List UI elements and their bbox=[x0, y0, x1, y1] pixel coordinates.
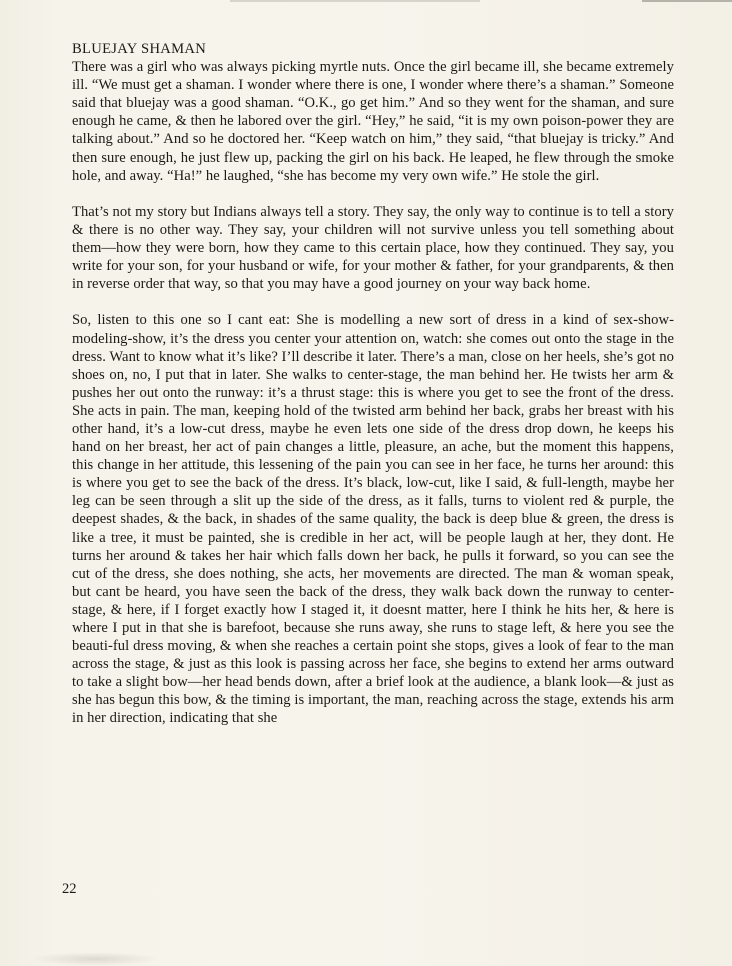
text-column bbox=[72, 40, 674, 728]
page-edge-shadow-right bbox=[642, 0, 732, 2]
page-edge-shadow bbox=[230, 0, 480, 2]
paragraph-indian-storytelling: That’s not my story but Indians always tell a story. They say, the only way to continue is to tell a story & there is no other way. They say, your children will not survive unless you tell something about them—how they were born, how they came to this certain place, how they continued. They say, you write for your son, for your husband or wife, for your mother & father, for your grandparents, & then in reverse order that way, so that you may have a good journey on your way back home. bbox=[72, 203, 674, 293]
story-title: BLUEJAY SHAMAN bbox=[72, 41, 207, 57]
paragraph-dress-show: So, listen to this one so I cant eat: She is modelling a new sort of dress in a kind of sex-show-modeling-show, it’s the dress you center your attention on, watch: she comes out onto the stage in the dress. Want to know what it’s like? I’ll describe it later. There’s a man, close on her heels, she’s got no shoes on, no, I put that in later. She walks to center-stage, the man behind her. He twists her arm & pushes her out onto the runway: it’s a thrust stage: this is where you get to see the front of the dress. She acts in pain. The man, keeping hold of the twisted arm behind her back, grabs her breast with his other hand, it’s a low-cut dress, maybe he even lets one side of the dress drop down, he keeps his hand on her breast, her act of pain changes a little, pleasure, an ache, but the moment this happens, this change in her attitude, this lessening of the pain you can see in her face, he turns her around: this is where you get to see the back of the dress. It’s black, low-cut, like I said, & full-length, maybe her leg can be seen through a slit up the side of the dress, as it falls, turns to violent red & purple, the deepest shades, & the back, in shades of the same quality, the back is deep blue & green, the dress is like a tree, it must be painted, she is credible in her act, will be people laugh at her, they dont. He turns her around & takes her hair which falls down her back, he pulls it forward, so you can see the cut of the dress, she does nothing, she acts, her movements are directed. The man & woman speak, but cant be heard, you have seen the back of the dress, they walk back down the runway to center-stage, & here, if I forget exactly how I staged it, it doesnt matter, here I think he hits her, & here is where I put in that she is barefoot, because she runs away, she runs to stage left, & here you see the beauti-ful dress moving, & when she reaches a certain point she stops, gives a look of fear to the man across the stage, & just as this look is passing across her face, she begins to extend her arms outward to take a slight bow—her head bends down, after a brief look at the audience, a blank look—& just as she has begun this bow, & the timing is important, the man, reaching across the stage, extends his arm in her direction, indicating that she bbox=[72, 312, 674, 727]
paper-smudge bbox=[30, 952, 160, 966]
paragraph-bluejay-story: There was a girl who was always picking myrtle nuts. Once the girl became ill, she became extremely ill. “We must get a shaman. I wonder where there is one, I wonder where there’s a shaman.” Someone said that bluejay was a good shaman. “O.K., go get him.” And so they went for the shaman, and sure enough he came, & then he labored over the girl. “Hey,” he said, “it is my own poison-power they are talking about.” And so he doctored her. “Keep watch on him,” they said, “that bluejay is tricky.” And then sure enough, he just flew up, packing the girl on his back. He leaped, he flew through the smoke hole, and away. “Ha!” he laughed, “she has become my very own wife.” He stole the girl. bbox=[72, 59, 674, 184]
page-number: 22 bbox=[62, 881, 77, 897]
